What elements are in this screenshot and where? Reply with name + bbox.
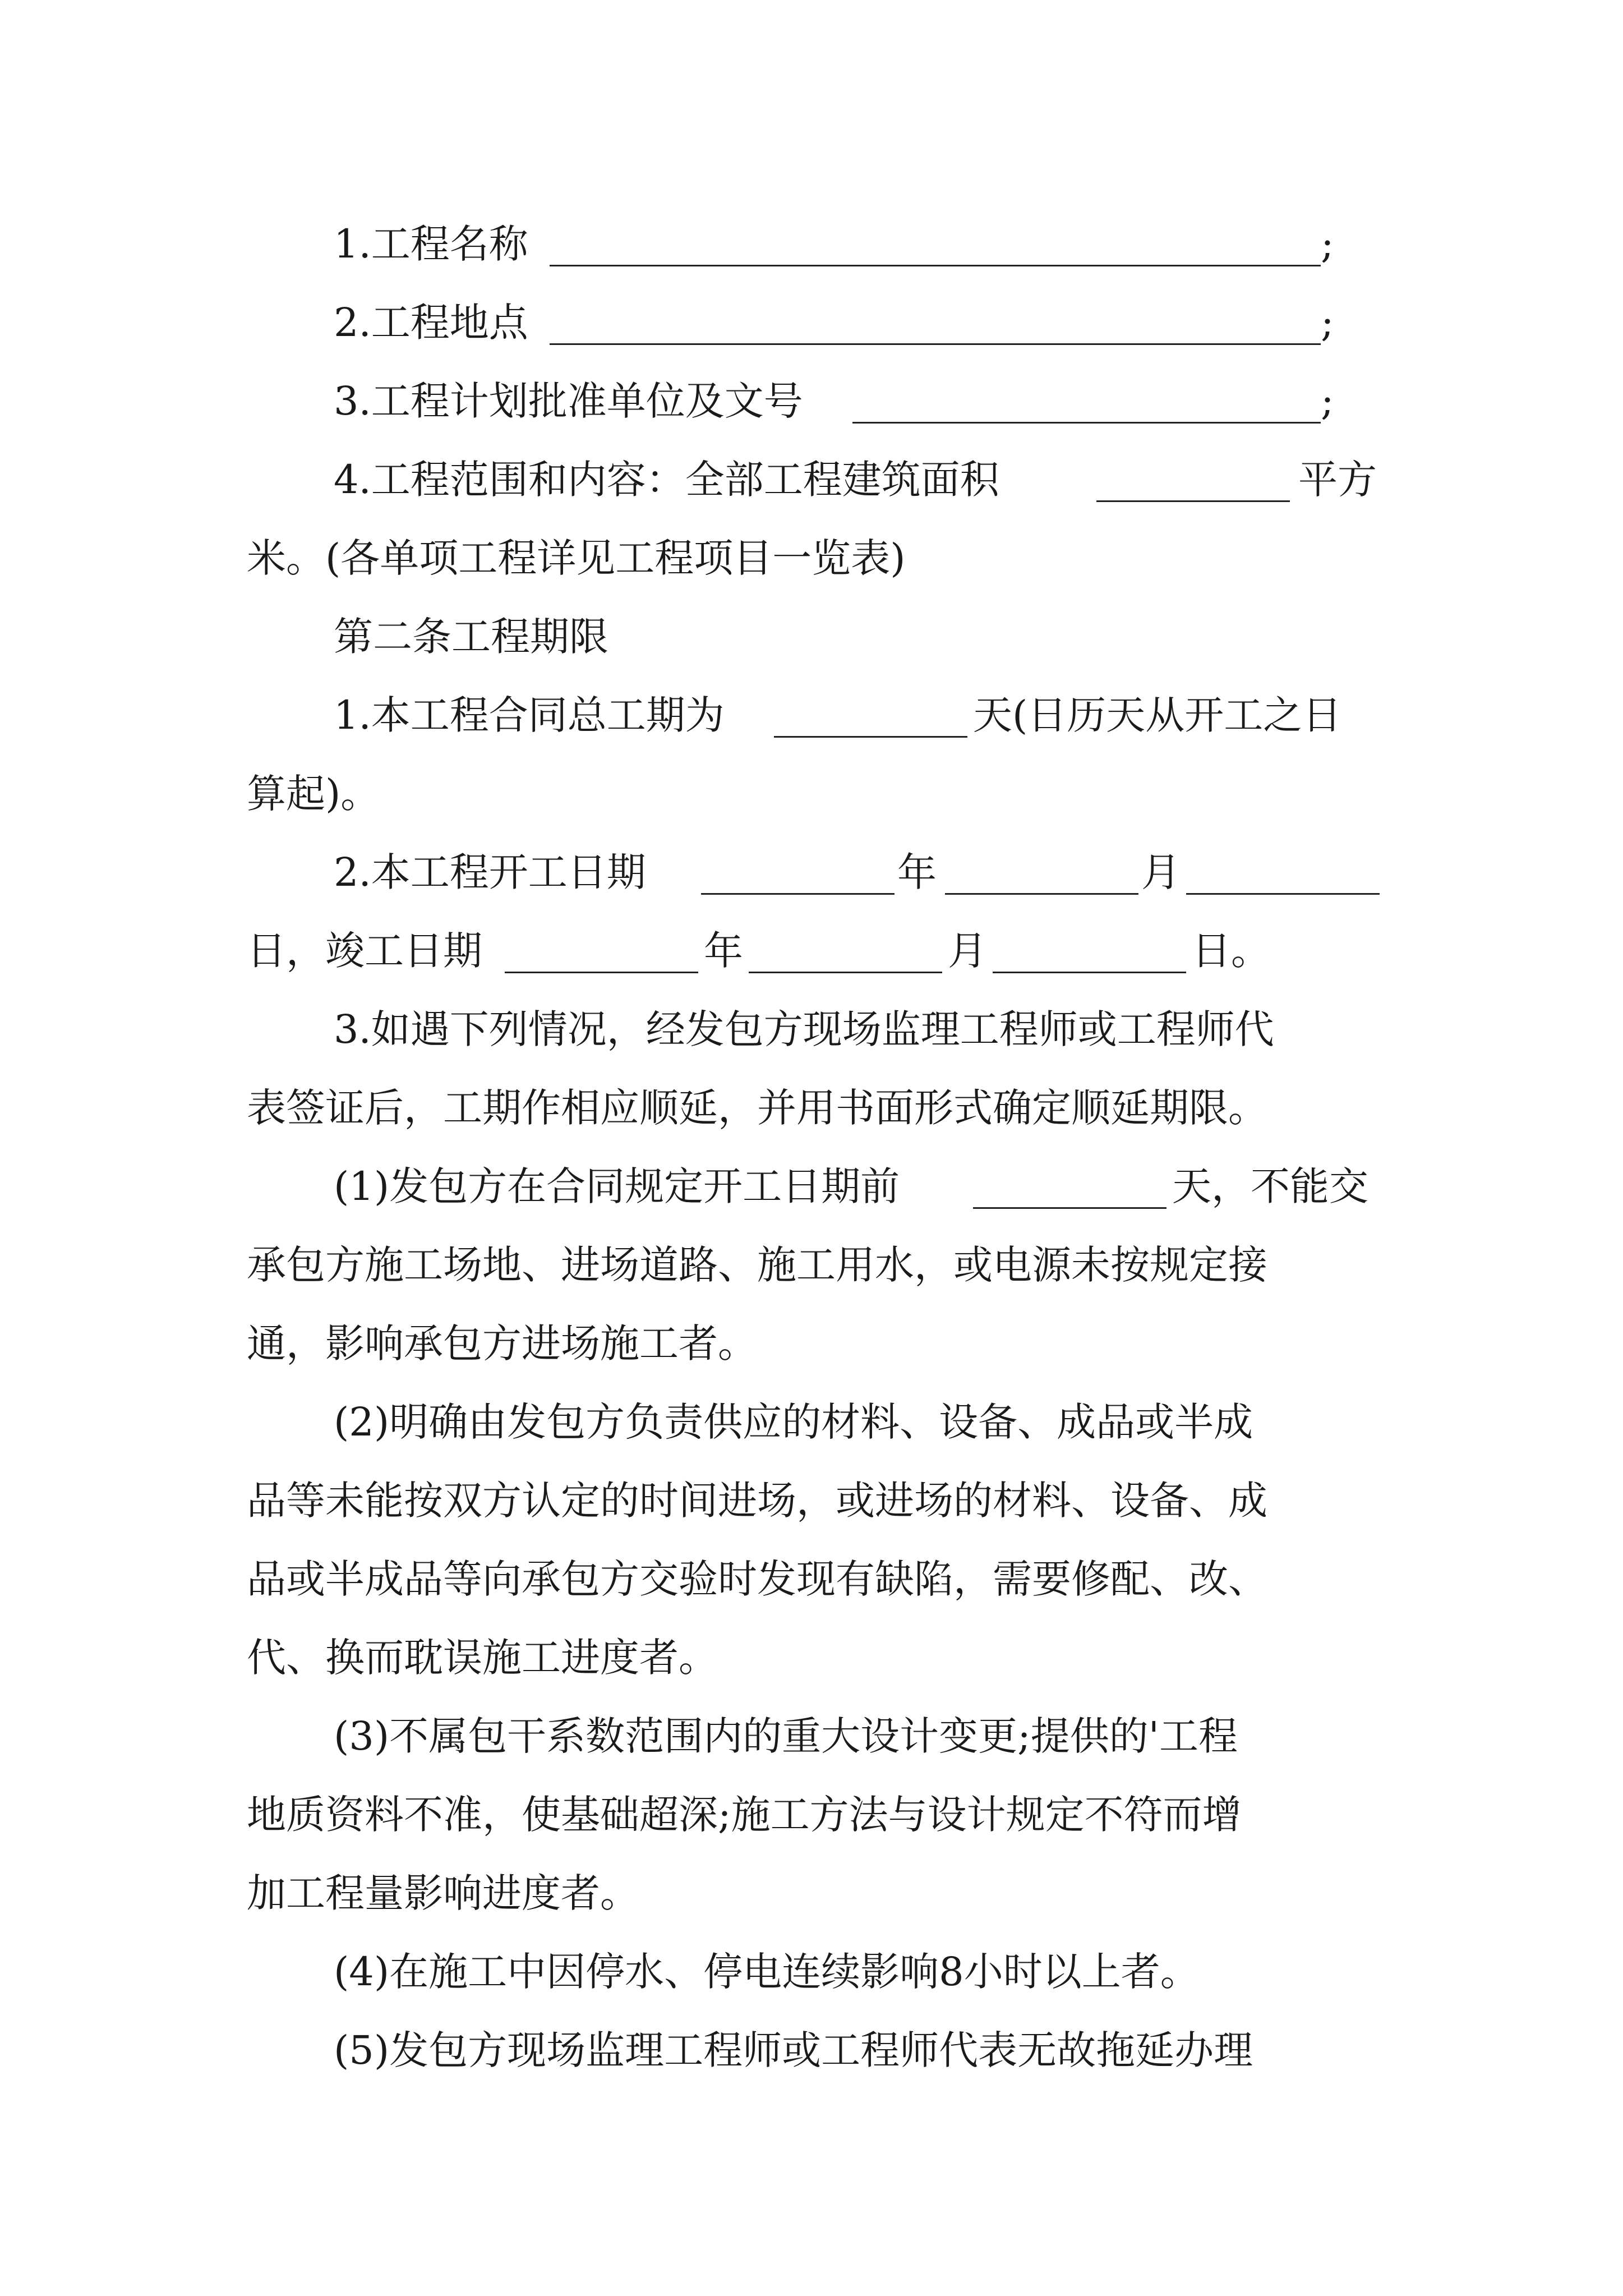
item-project-name [0, 202, 1623, 286]
clause-suffix: 天(日历天从开工之日 [973, 692, 1342, 738]
condition-4 [0, 1930, 1623, 2014]
body-text: 通，影响承包方进场施工者。 [247, 1320, 757, 1366]
month-text: 月 [1141, 849, 1181, 895]
article-heading [0, 595, 1623, 679]
body-text: 地质资料不准，使基础超深;施工方法与设计规定不符而增 [247, 1792, 1242, 1838]
item-end: ; [1321, 300, 1334, 346]
item-end: ; [1321, 221, 1334, 267]
fill-blank [993, 909, 1186, 993]
clause-label: 1.本工程合同总工期为 [334, 692, 725, 738]
fill-blank [749, 909, 942, 993]
clause-delay [0, 987, 1623, 1071]
fill-blank [852, 359, 1321, 443]
clause-finish-date [0, 909, 1623, 993]
condition-3-cont [0, 1773, 1623, 1857]
body-text: (4)在施工中因停水、停电连续影响8小时以上者。 [334, 1949, 1200, 1995]
condition-1-cont [0, 1223, 1623, 1307]
body-text: 代、换而耽误施工进度者。 [247, 1635, 718, 1681]
body-text: 品或半成品等向承包方交验时发现有缺陷，需要修配、改、 [247, 1556, 1267, 1602]
fill-blank [774, 673, 967, 757]
item-end: ; [1321, 378, 1334, 424]
body-text: 3.如遇下列情况，经发包方现场监理工程师或工程师代 [334, 1006, 1274, 1052]
condition-3-cont [0, 1851, 1623, 1935]
clause-label: 2.本工程开工日期 [334, 849, 646, 895]
fill-blank [701, 830, 895, 914]
clause-delay-cont [0, 1066, 1623, 1150]
condition-1 [0, 1144, 1623, 1228]
item-label: 1.工程名称 [334, 221, 528, 267]
condition-1-cont [0, 1301, 1623, 1386]
fill-blank [1186, 830, 1380, 914]
condition-2-cont [0, 1616, 1623, 1700]
item-approval [0, 359, 1623, 443]
condition-5 [0, 2008, 1623, 2092]
clause-label: (1)发包方在合同规定开工日期前 [334, 1163, 900, 1209]
item-label: 4.工程范围和内容：全部工程建筑面积 [334, 457, 999, 503]
condition-2-cont [0, 1458, 1623, 1543]
condition-2-cont [0, 1537, 1623, 1621]
fill-blank [505, 909, 698, 993]
body-text: 加工程量影响进度者。 [247, 1870, 639, 1916]
year-text: 年 [897, 849, 937, 895]
day-text: 日。 [1192, 928, 1270, 974]
fill-blank [973, 1144, 1166, 1228]
heading-text: 第二条工程期限 [334, 614, 608, 660]
year-text: 年 [704, 928, 743, 974]
body-text: (2)明确由发包方负责供应的材料、设备、成品或半成 [334, 1399, 1253, 1445]
item-scope-cont [0, 516, 1623, 600]
body-text: 米。(各单项工程详见工程项目一览表) [247, 535, 906, 581]
fill-blank [945, 830, 1138, 914]
condition-2 [0, 1380, 1623, 1464]
condition-3 [0, 1694, 1623, 1778]
body-text: 承包方施工场地、进场道路、施工用水，或电源未按规定接 [247, 1242, 1267, 1288]
body-text: 品等未能按双方认定的时间进场，或进场的材料、设备、成 [247, 1478, 1267, 1524]
fill-blank [1096, 438, 1290, 522]
clause-suffix: 天，不能交 [1172, 1163, 1368, 1209]
fill-blank [550, 202, 1321, 286]
item-label: 2.工程地点 [334, 300, 528, 346]
unit-text: 平方 [1298, 457, 1377, 503]
month-text: 月 [948, 928, 987, 974]
item-scope [0, 438, 1623, 522]
body-text: (5)发包方现场监理工程师或工程师代表无故拖延办理 [334, 2027, 1253, 2073]
body-text: 算起)。 [247, 771, 380, 817]
fill-blank [550, 280, 1321, 365]
item-project-location [0, 280, 1623, 365]
clause-total-period [0, 673, 1623, 757]
clause-start-date [0, 830, 1623, 914]
body-text: 日，竣工日期 [247, 928, 482, 974]
body-text: (3)不属包干系数范围内的重大设计变更;提供的'工程 [334, 1713, 1238, 1759]
body-text: 表签证后，工期作相应顺延，并用书面形式确定顺延期限。 [247, 1085, 1267, 1131]
clause-total-period-cont [0, 752, 1623, 836]
item-label: 3.工程计划批准单位及文号 [334, 378, 803, 424]
